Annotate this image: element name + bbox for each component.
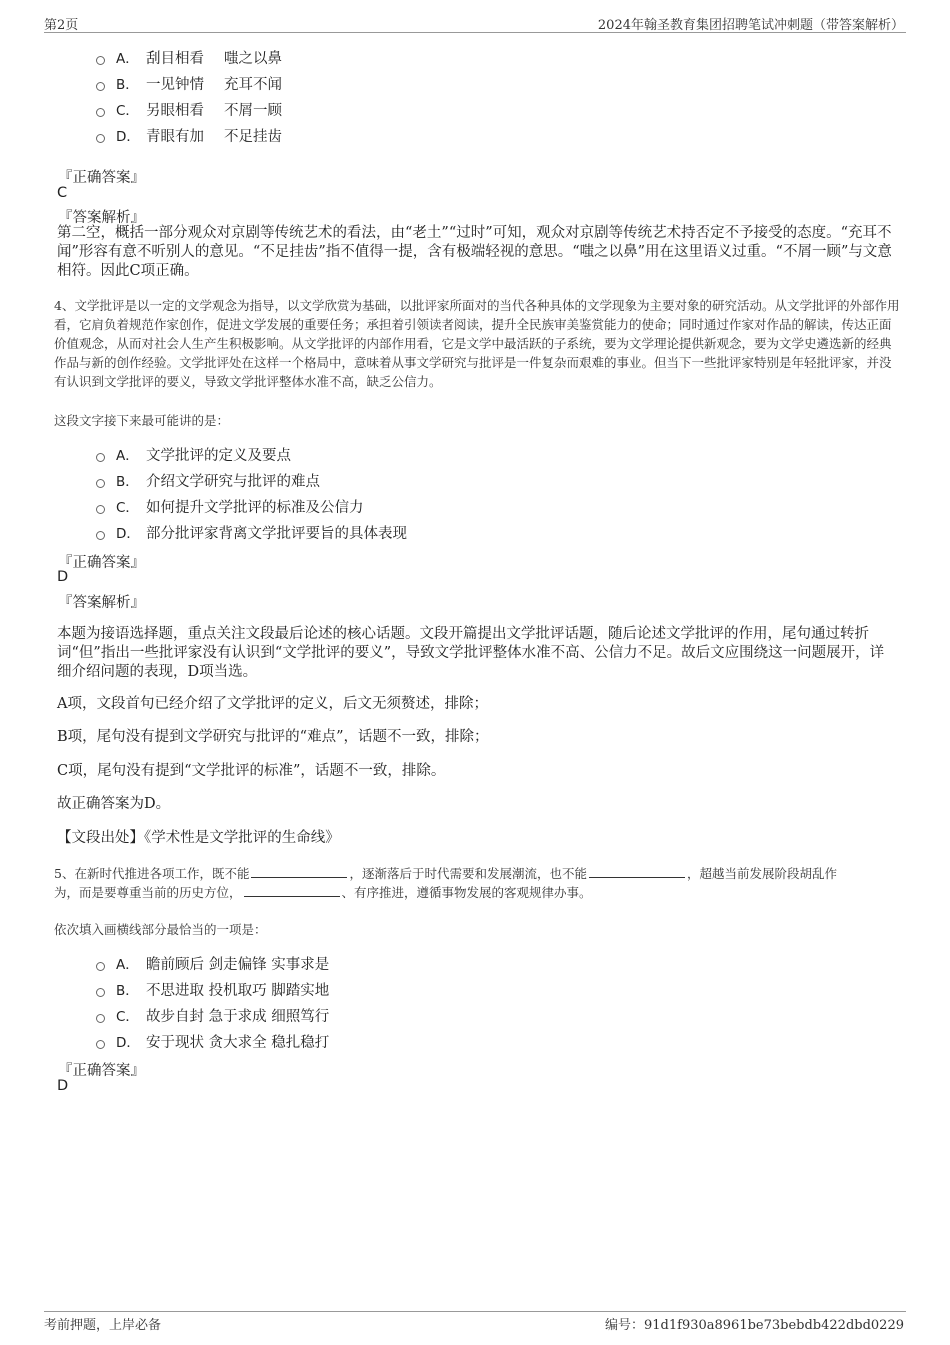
q4-analysis-c: C项，尾句没有提到“文学批评的标准”，话题不一致，排除。 bbox=[57, 763, 446, 779]
document-title: 2024年翰圣教育集团招聘笔试冲刺题（带答案解析） bbox=[597, 18, 904, 33]
q5-option-c[interactable]: C． 故步自封 急于求成 细照笃行 bbox=[96, 1005, 329, 1025]
radio-icon[interactable] bbox=[96, 1014, 105, 1023]
q4-analysis-main: 本题为接语选择题，重点关注文段最后论述的核心话题。文段开篇提出文学批评话题，随后论述文学批评的作用，尾句通过转折词“但”指出一些批评家没有认识到“文学批评的要义”，导致文学批评整体水准不高、公信力不足。故后文应围绕这一问题展开，详细介绍问题的表现，D项当选。 bbox=[57, 626, 885, 680]
footer-slogan: 考前押题，上岸必备 bbox=[44, 1318, 162, 1333]
q3-option-d[interactable]: D． 青眼有加 不足挂齿 bbox=[96, 125, 282, 145]
q3-answer-label: 『正确答案』 bbox=[58, 170, 145, 186]
q5-stem: 5、在新时代推进各项工作，既不能 ，逐渐落后于时代需要和发展潮流，也不能 ，超越当前发展阶段胡乱作 为，而是要尊重当前的历史方位， 、有序推进，遵循事物发展的客观规律办事。 bbox=[54, 866, 837, 900]
radio-icon[interactable] bbox=[96, 56, 105, 65]
q3-option-a[interactable]: A． 刮目相看 嗤之以鼻 bbox=[96, 47, 282, 67]
radio-icon[interactable] bbox=[96, 453, 105, 462]
blank-3[interactable] bbox=[244, 885, 340, 897]
q4-option-a[interactable]: A． 文学批评的定义及要点 bbox=[96, 444, 291, 464]
q5-option-d[interactable]: D． 安于现状 贪大求全 稳扎稳打 bbox=[96, 1031, 329, 1051]
q4-answer-label: 『正确答案』 bbox=[58, 555, 145, 571]
blank-2[interactable] bbox=[589, 866, 685, 878]
q3-option-c[interactable]: C． 另眼相看 不屑一顾 bbox=[96, 99, 282, 119]
q5-option-a[interactable]: A． 瞻前顾后 剑走偏锋 实事求是 bbox=[96, 953, 329, 973]
q4-option-b[interactable]: B． 介绍文学研究与批评的难点 bbox=[96, 470, 320, 490]
radio-icon[interactable] bbox=[96, 134, 105, 143]
q3-option-b[interactable]: B． 一见钟情 充耳不闻 bbox=[96, 73, 282, 93]
radio-icon[interactable] bbox=[96, 962, 105, 971]
blank-1[interactable] bbox=[251, 866, 347, 878]
q3-answer: C bbox=[57, 185, 68, 201]
q4-analysis-b: B项，尾句没有提到文学研究与批评的“难点”，话题不一致，排除； bbox=[57, 729, 489, 745]
q4-option-c[interactable]: C． 如何提升文学批评的标准及公信力 bbox=[96, 496, 364, 516]
q4-analysis-a: A项，文段首句已经介绍了文学批评的定义，后文无须赘述，排除； bbox=[57, 696, 488, 712]
radio-icon[interactable] bbox=[96, 479, 105, 488]
q5-answer: D bbox=[57, 1078, 69, 1094]
q4-analysis-conclusion: 故正确答案为D。 bbox=[57, 796, 171, 812]
q3-analysis: 第二空，概括一部分观众对京剧等传统艺术的看法，由“老土”“过时”可知，观众对京剧等传统艺术持否定不予接受的态度。“充耳不闻”形容有意不听别人的意见。“不足挂齿”指不值得一提，含有极端轻视的意思。“嗤之以鼻”用在这里语义过重。“不屑一顾”与文意相符。因此C项正确。 bbox=[57, 225, 892, 279]
q5-answer-label: 『正确答案』 bbox=[58, 1063, 145, 1079]
q4-question: 这段文字接下来最可能讲的是： bbox=[54, 413, 230, 428]
q4-source: 【文段出处】《学术性是文学批评的生命线》 bbox=[57, 830, 340, 846]
radio-icon[interactable] bbox=[96, 505, 105, 514]
q5-question: 依次填入画横线部分最恰当的一项是： bbox=[54, 922, 267, 937]
radio-icon[interactable] bbox=[96, 82, 105, 91]
q4-stem: 4、文学批评是以一定的文学观念为指导，以文学欣赏为基础，以批评家所面对的当代各种具体的文学现象为主要对象的研究活动。从文学批评的外部作用看，它肩负着规范作家创作，促进文学发展的重要任务；承担着引领读者阅读，提升全民族审美鉴赏能力的使命；同时通过作家对作品的解读，传达正面价值观念，从而对社会人生产生积极影响。从文学批评的内部作用看，它是文学中最活跃的子系统，要为文学理论提供新观念，要为文学史遴选新的经典作品与新的创作经验。文学批评处在这样一个格局中，意味着从事文学研究与批评是一件复杂而艰难的事业。但当下一些批评家特别是年轻批评家，并没有认识到文学批评的要义，导致文学批评整体水准不高，缺乏公信力。 bbox=[54, 298, 900, 389]
radio-icon[interactable] bbox=[96, 531, 105, 540]
q5-option-b[interactable]: B． 不思进取 投机取巧 脚踏实地 bbox=[96, 979, 329, 999]
radio-icon[interactable] bbox=[96, 988, 105, 997]
document-code: 编号：91d1f930a8961be73bebdb422dbd0229 bbox=[605, 1318, 904, 1333]
q4-answer: D bbox=[57, 569, 69, 585]
q4-analysis-label: 『答案解析』 bbox=[58, 595, 145, 611]
q4-option-d[interactable]: D． 部分批评家背离文学批评要旨的具体表现 bbox=[96, 522, 407, 542]
page-number: 第2页 bbox=[44, 18, 79, 33]
radio-icon[interactable] bbox=[96, 1040, 105, 1049]
radio-icon[interactable] bbox=[96, 108, 105, 117]
footer-divider bbox=[44, 1311, 906, 1312]
q3-analysis-label: 『答案解析』 bbox=[58, 210, 145, 226]
header-divider bbox=[44, 32, 906, 33]
